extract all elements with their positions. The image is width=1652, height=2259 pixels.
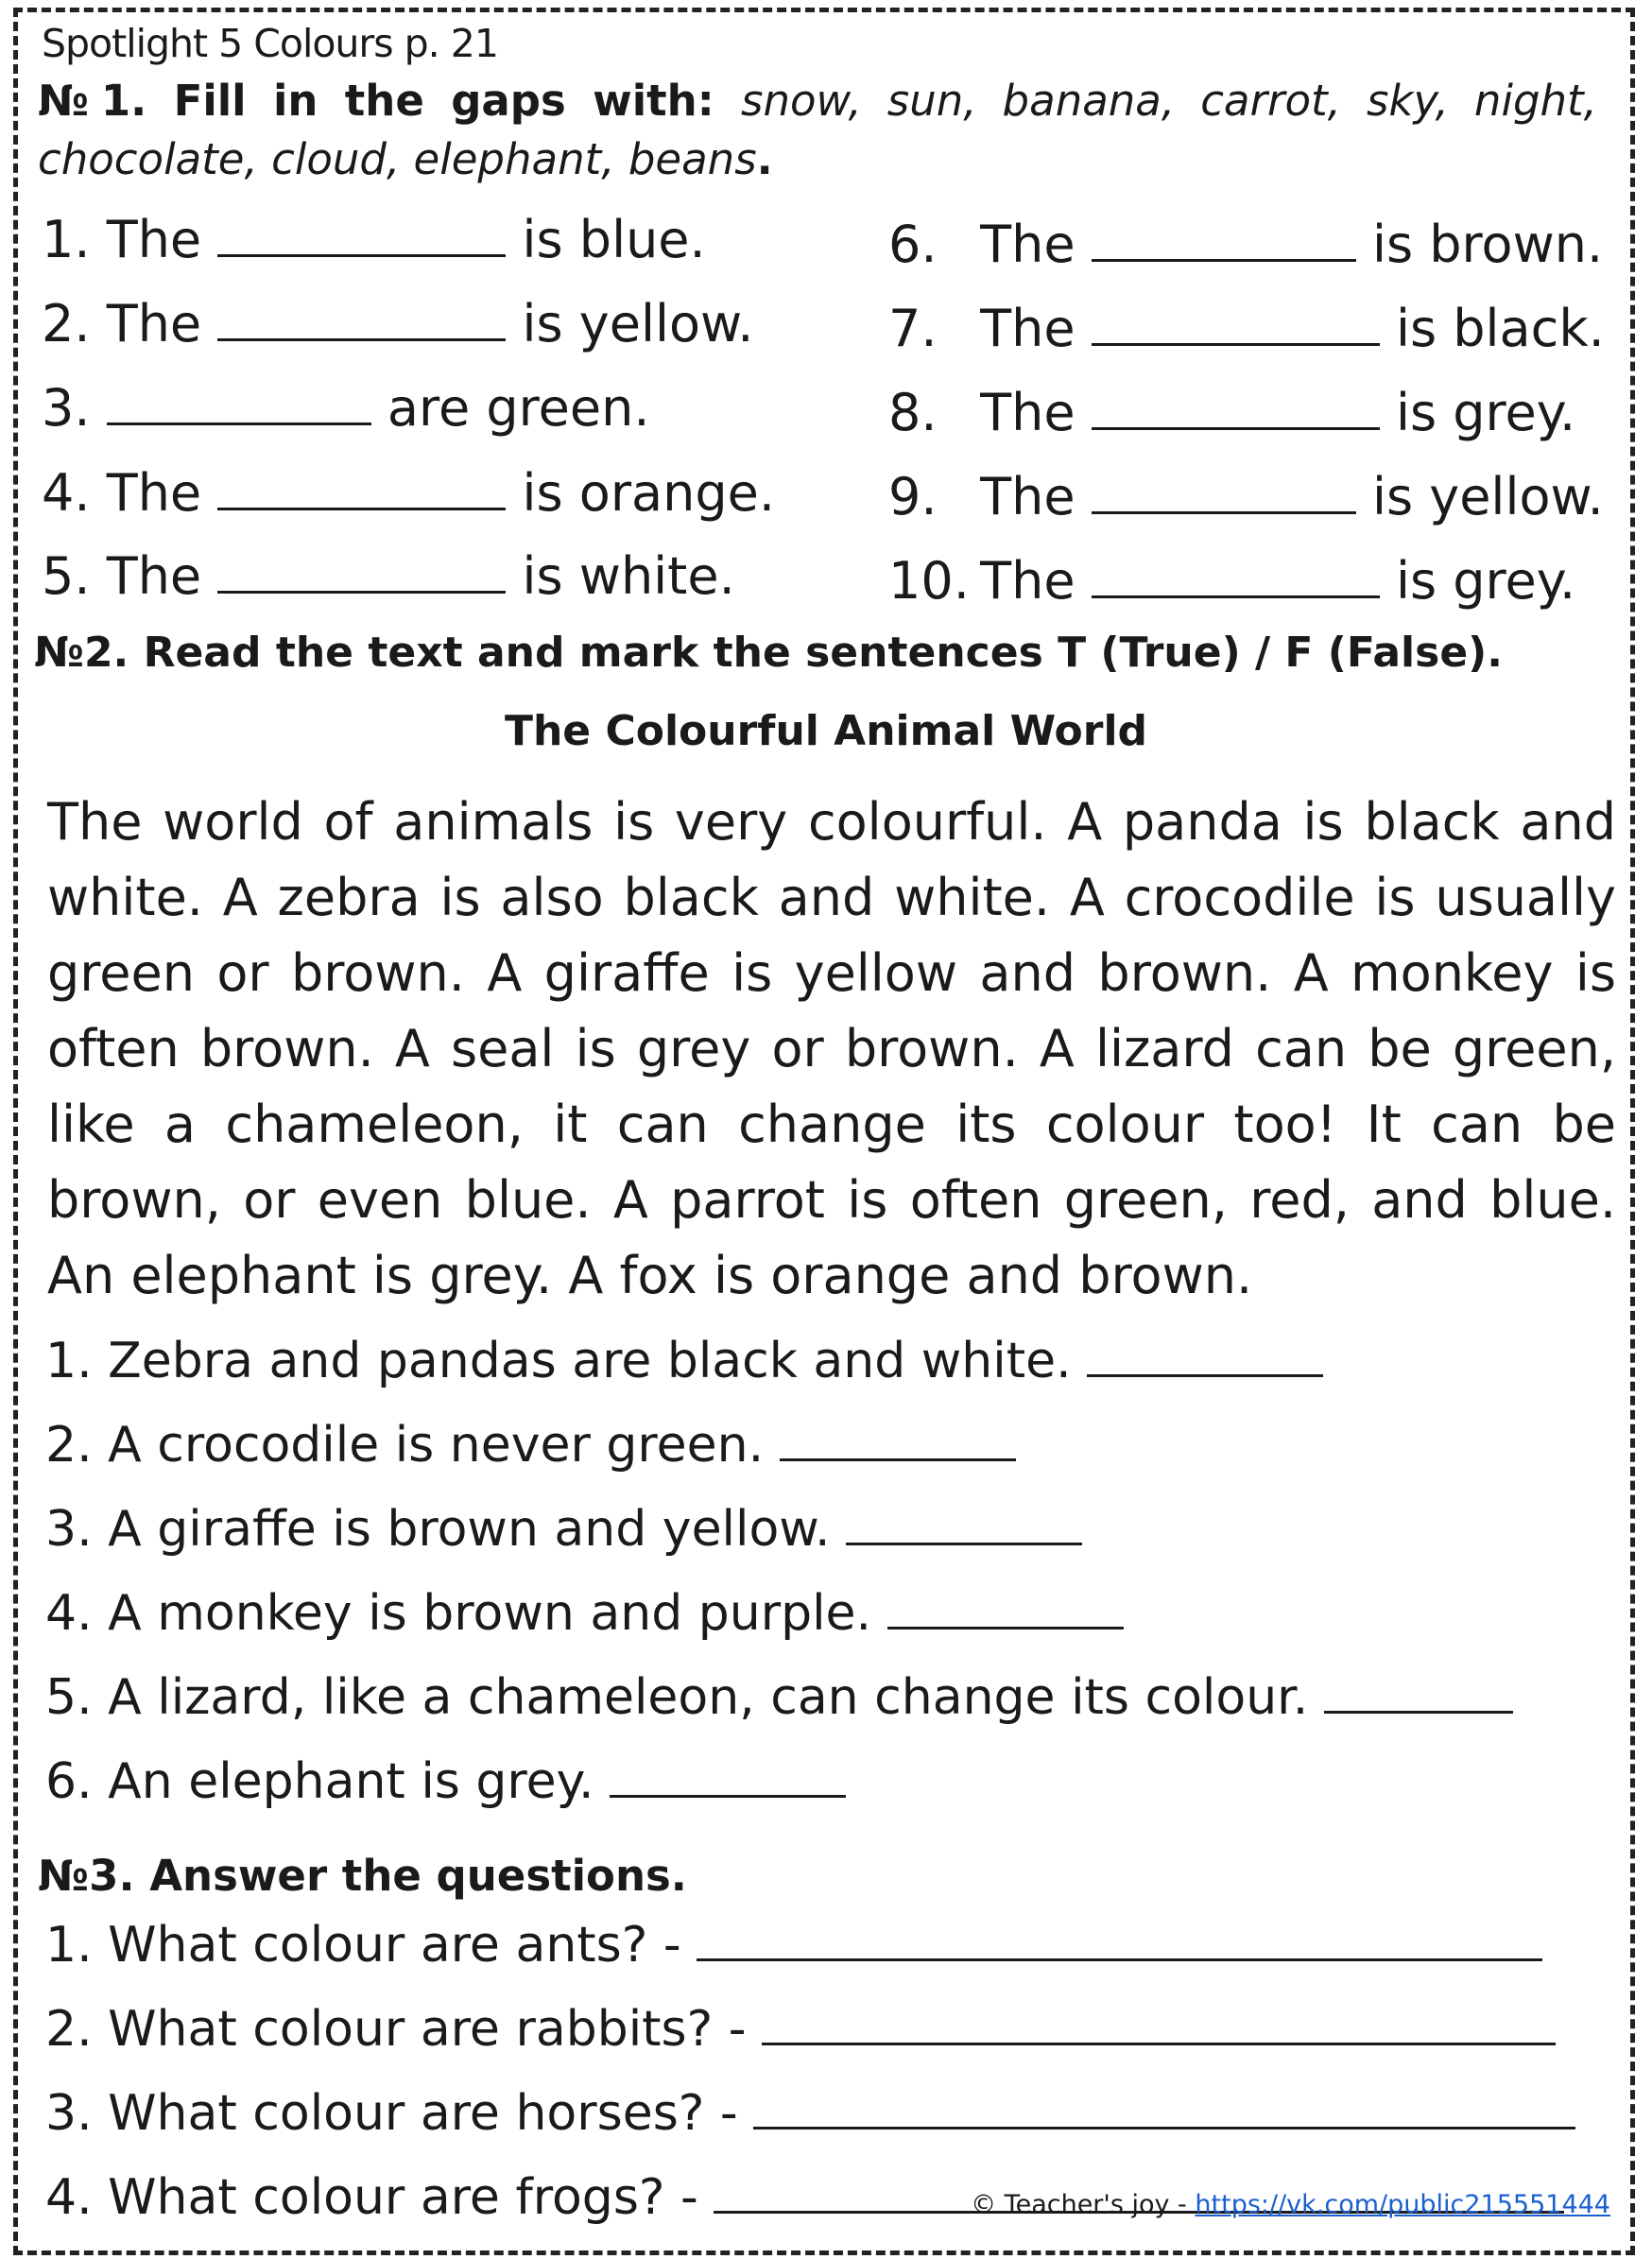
item-number: 6.: [888, 215, 938, 274]
item-post: is yellow.: [522, 294, 754, 354]
question-2: [45, 2001, 1556, 2058]
question-text: 1. What colour are ants? -: [45, 1917, 681, 1974]
statement-1: [45, 1333, 1323, 1389]
item-number: 9.: [888, 467, 938, 526]
item-pre: The: [106, 546, 202, 606]
statement-6: [45, 1753, 846, 1810]
statement-text: 3. A giraffe is brown and yellow.: [45, 1501, 831, 1558]
answer-line[interactable]: [697, 1917, 1542, 1961]
item-pre: The: [980, 467, 1076, 526]
item-pre: The: [980, 383, 1076, 442]
item-pre: The: [106, 210, 202, 269]
item-post: is yellow.: [1371, 467, 1604, 526]
task1-instructions: [38, 72, 1597, 189]
answer-blank[interactable]: [1092, 554, 1380, 598]
reading-passage: The world of animals is very colourful. A panda is black and white. A zebra is also black and white. A crocodile is usually green or brown. A giraffe is yellow and brown. A monkey is often brown. A seal is grey or brown. A lizard can be green, like a chameleon, it can change its colour too! It can be brown, or even blue. A parrot is often green, red, and blue. An elephant is grey. A fox is orange and brown.: [47, 792, 1616, 1305]
item-number: 3.: [42, 378, 91, 438]
statement-text: 5. A lizard, like a chameleon, can change its colour.: [45, 1669, 1309, 1726]
answer-blank[interactable]: [1324, 1669, 1513, 1714]
item-post: is grey.: [1395, 551, 1576, 611]
gap-item-7: [888, 301, 1605, 357]
gap-item-6: [888, 216, 1603, 273]
source-link[interactable]: https://vk.com/public215551444: [1195, 2190, 1610, 2219]
item-pre: The: [980, 551, 1076, 611]
credit-text: © Teacher's joy -: [971, 2190, 1187, 2219]
item-post: is black.: [1395, 299, 1605, 358]
passage-title: The Colourful Animal World: [504, 707, 1148, 755]
gap-item-5: [42, 548, 735, 605]
gap-item-1: [42, 212, 706, 268]
item-post: is grey.: [1395, 383, 1576, 442]
task1-end: .: [756, 134, 773, 184]
answer-blank[interactable]: [217, 466, 506, 510]
statement-4: [45, 1585, 1124, 1642]
question-1: [45, 1917, 1542, 1974]
item-number: 8.: [888, 383, 938, 442]
answer-blank[interactable]: [1092, 470, 1356, 514]
item-number: 5.: [42, 546, 91, 606]
gap-item-9: [888, 469, 1604, 526]
answer-blank[interactable]: [217, 213, 506, 257]
item-post: is brown.: [1371, 215, 1604, 274]
item-post: is orange.: [522, 463, 776, 523]
statement-text: 1. Zebra and pandas are black and white.: [45, 1333, 1072, 1389]
gap-item-3: [42, 380, 650, 437]
item-pre: The: [106, 463, 202, 523]
item-number: 2.: [42, 294, 91, 354]
answer-blank[interactable]: [846, 1501, 1082, 1545]
task1-word-bank: snow, sun, banana, carrot, sky, night, chocolate, cloud, elephant, beans: [38, 76, 1597, 184]
item-number: 10.: [888, 551, 970, 611]
item-post: are green.: [387, 378, 650, 438]
answer-blank[interactable]: [1092, 386, 1380, 430]
question-3: [45, 2085, 1575, 2142]
answer-blank[interactable]: [780, 1417, 1016, 1461]
statement-text: 6. An elephant is grey.: [45, 1753, 594, 1810]
statement-text: 4. A monkey is brown and purple.: [45, 1585, 872, 1642]
answer-blank[interactable]: [107, 381, 371, 425]
answer-blank[interactable]: [217, 549, 506, 594]
item-number: 4.: [42, 463, 91, 523]
statement-5: [45, 1669, 1513, 1726]
gap-item-8: [888, 385, 1575, 441]
task2-heading: №2. Read the text and mark the sentences T (True) / F (False).: [34, 629, 1503, 677]
item-number: 1.: [42, 210, 91, 269]
statement-2: [45, 1417, 1016, 1474]
statement-3: [45, 1501, 1082, 1558]
footer-credit: [971, 2190, 1610, 2219]
answer-blank[interactable]: [1092, 217, 1356, 262]
answer-blank[interactable]: [217, 297, 506, 341]
answer-blank[interactable]: [1092, 302, 1380, 346]
answer-blank[interactable]: [610, 1753, 846, 1798]
question-text: 2. What colour are rabbits? -: [45, 2001, 747, 2058]
question-text: 3. What colour are horses? -: [45, 2085, 738, 2142]
answer-line[interactable]: [762, 2001, 1556, 2045]
item-pre: The: [106, 294, 202, 354]
item-post: is white.: [522, 546, 735, 606]
task1-heading: №1. Fill in the gaps with:: [38, 76, 714, 126]
answer-line[interactable]: [753, 2085, 1575, 2130]
item-pre: The: [980, 215, 1076, 274]
task3-heading: №3. Answer the questions.: [38, 1851, 687, 1901]
gap-item-2: [42, 296, 753, 353]
question-text: 4. What colour are frogs? -: [45, 2169, 698, 2226]
worksheet-header: Spotlight 5 Colours p. 21: [42, 21, 498, 66]
answer-blank[interactable]: [887, 1585, 1124, 1630]
statement-text: 2. A crocodile is never green.: [45, 1417, 765, 1474]
answer-blank[interactable]: [1087, 1333, 1323, 1377]
item-post: is blue.: [522, 210, 706, 269]
item-number: 7.: [888, 299, 938, 358]
gap-item-10: [888, 553, 1575, 610]
item-pre: The: [980, 299, 1076, 358]
gap-item-4: [42, 465, 775, 522]
